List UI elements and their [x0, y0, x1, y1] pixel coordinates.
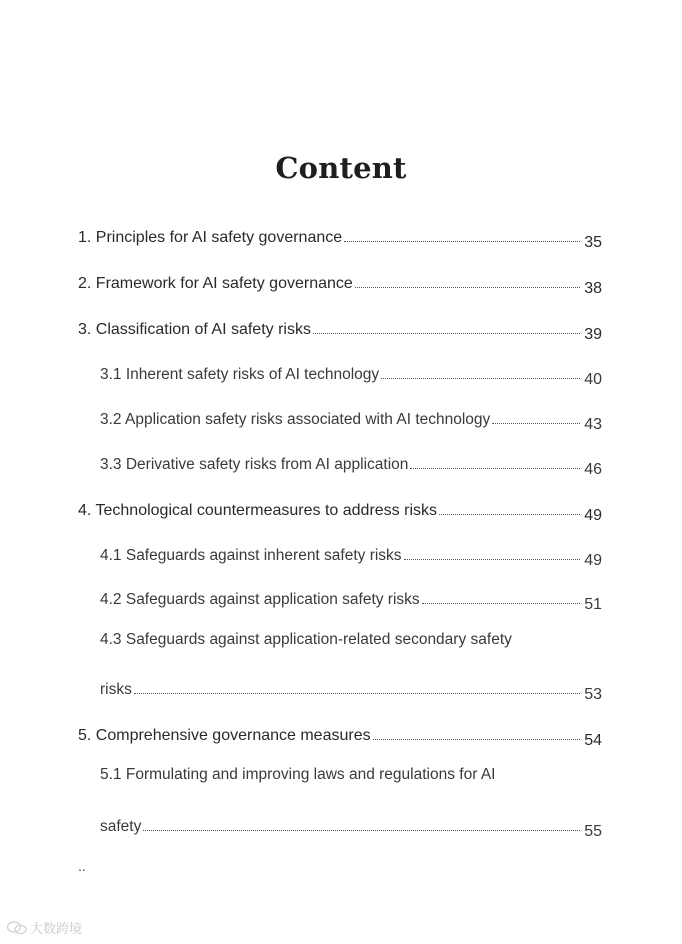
toc-page-number: 55: [584, 823, 602, 840]
leader-dots: [404, 559, 580, 560]
toc-page-number: 49: [584, 507, 602, 524]
toc-entry-3-1[interactable]: [100, 360, 602, 388]
page-title: Content: [275, 151, 407, 185]
leader-dots: [492, 423, 580, 424]
toc-entry-3[interactable]: [78, 315, 602, 343]
leader-dots: [410, 468, 580, 469]
toc-entry-label: 3.2 Application safety risks associated with AI technology: [100, 411, 491, 428]
leader-dots: [355, 287, 580, 288]
toc-page-number: 38: [584, 280, 602, 297]
toc-entry-4-3-line1[interactable]: 4.3 Safeguards against application-related secondary safety: [100, 631, 512, 648]
toc-entry-label: 3. Classification of AI safety risks: [78, 321, 311, 338]
toc-entry-2[interactable]: [78, 269, 602, 297]
watermark: [6, 918, 82, 937]
toc-entry-label: 3.1 Inherent safety risks of AI technology: [100, 366, 380, 383]
leader-dots: [373, 739, 580, 740]
toc-page-number: 53: [584, 686, 602, 703]
toc-entry-label: 1. Principles for AI safety governance: [78, 229, 343, 246]
toc-page-number: 51: [584, 596, 602, 613]
leader-dots: [439, 514, 580, 515]
wechat-logo-icon: [6, 921, 28, 935]
toc-entry-3-3[interactable]: [100, 450, 602, 478]
leader-dots: [313, 333, 580, 334]
toc-page-number: 35: [584, 234, 602, 251]
leader-dots: [422, 603, 580, 604]
leader-dots: [143, 830, 580, 831]
toc-entry-1[interactable]: [78, 223, 602, 251]
trailing-ellipsis: ..: [78, 858, 86, 874]
watermark-text: 大数跨境: [30, 922, 83, 937]
toc-entry-4[interactable]: [78, 496, 602, 524]
toc-page-number: 49: [584, 552, 602, 569]
toc-page-number: 39: [584, 326, 602, 343]
leader-dots: [381, 378, 580, 379]
toc-page-number: 46: [584, 461, 602, 478]
toc-page-number: 40: [584, 371, 602, 388]
toc-entry-label: 4. Technological countermeasures to address risks: [78, 502, 437, 519]
toc-entry-label: risks: [100, 681, 132, 698]
toc-entry-label: 4.1 Safeguards against inherent safety risks: [100, 547, 402, 564]
toc-page-number: 54: [584, 732, 602, 749]
toc-entry-5-1[interactable]: [100, 812, 602, 840]
toc-page-number: 43: [584, 416, 602, 433]
toc-entry-label: 2. Framework for AI safety governance: [78, 275, 353, 292]
toc-entry-5[interactable]: [78, 721, 602, 749]
toc-entry-5-1-line1[interactable]: 5.1 Formulating and improving laws and regulations for AI: [100, 766, 496, 783]
toc-entry-4-3[interactable]: [100, 675, 602, 703]
toc-entry-4-2[interactable]: [100, 585, 602, 613]
leader-dots: [134, 693, 580, 694]
leader-dots: [344, 241, 580, 242]
toc-entry-label: 3.3 Derivative safety risks from AI application: [100, 456, 409, 473]
toc-entry-4-1[interactable]: [100, 541, 602, 569]
toc-entry-3-2[interactable]: [100, 405, 602, 433]
toc-entry-label: 4.2 Safeguards against application safety risks: [100, 591, 420, 608]
toc-entry-label: 5. Comprehensive governance measures: [78, 727, 371, 744]
toc-entry-label: safety: [100, 818, 142, 835]
